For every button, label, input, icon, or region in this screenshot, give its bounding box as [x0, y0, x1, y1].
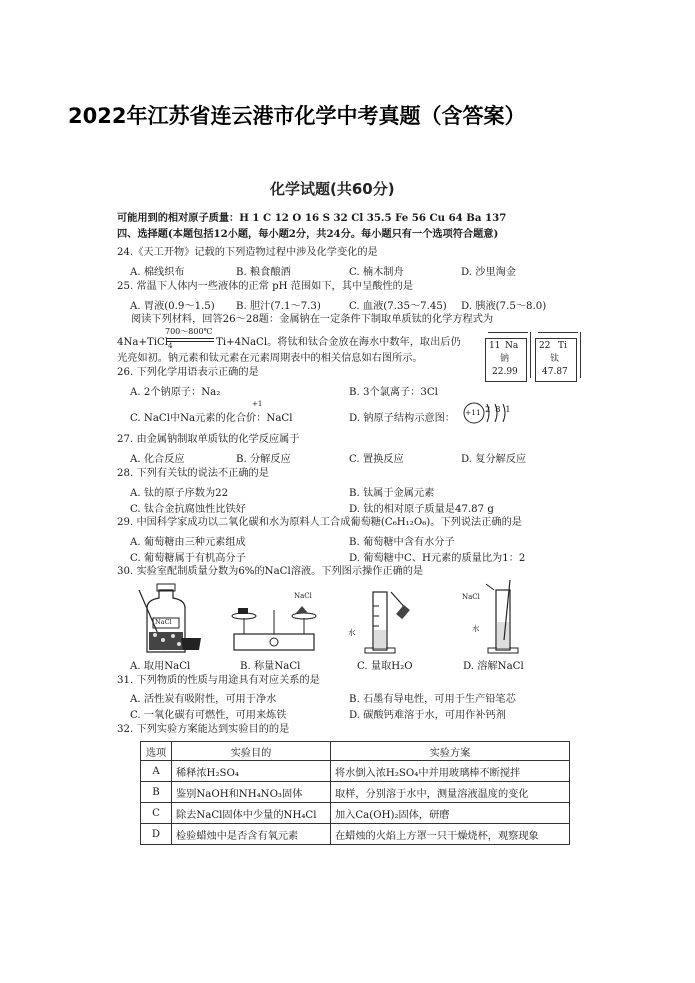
equation-arrow-2	[166, 341, 214, 342]
q30-option-b: B. 称量NaCl	[240, 661, 301, 672]
atom-shell-electrons: 2 8 1	[485, 405, 512, 415]
q24-option-a: A. 棉线织布	[130, 267, 185, 278]
equation-condition: 700～800℃	[165, 327, 213, 336]
document-title: 2022年江苏省连云港市化学中考真题（含答案）	[68, 104, 526, 128]
sodium-card-side	[525, 332, 531, 378]
figure-a-label: NaCl	[155, 618, 172, 626]
sodium-number: 11	[489, 341, 501, 351]
titanium-card-top	[538, 332, 578, 339]
titanium-symbol: Ti	[558, 341, 567, 351]
question-24: 24.《天工开物》记载的下列造物过程中涉及化学变化的是	[117, 247, 378, 258]
q27-option-b: B. 分解反应	[236, 454, 291, 465]
figure-b-label: NaCl	[294, 592, 312, 600]
table-row	[141, 782, 570, 803]
reading-intro: 阅读下列材料，回答26～28题：金属钠在一定条件下制取单质钛的化学方程式为	[131, 314, 494, 325]
experiment-plan-table	[140, 741, 570, 845]
sodium-symbol: Na	[505, 341, 519, 351]
figure-c-label: 水	[348, 628, 356, 637]
question-26: 26. 下列化学用语表示正确的是	[117, 367, 259, 378]
q27-option-c: C. 置换反应	[349, 454, 404, 465]
equation-continued: 光亮如初。钠元素和钛元素在元素周期表中的相关信息如右图所示。	[117, 353, 423, 364]
question-28: 28. 下列有关钛的说法不正确的是	[117, 468, 269, 479]
titanium-mass: 47.87	[542, 367, 568, 377]
row-plan: 加入Ca(OH)₂固体，研磨	[331, 803, 570, 824]
row-plan: 将水倒入浓H₂SO₄中并用玻璃棒不断搅拌	[331, 761, 570, 782]
question-31: 31. 下列物质的性质与用途具有对应关系的是	[117, 675, 320, 686]
q31-option-d: D. 碳酸钙难溶于水，可用作补钙剂	[349, 710, 506, 721]
q26-charge-mark: +1	[252, 400, 263, 408]
row-label: C	[141, 803, 172, 824]
q29-option-d: D. 葡萄糖中C、H元素的质量比为1：2	[349, 553, 526, 564]
equation-arrow	[166, 338, 214, 339]
atom-nucleus-label: +11	[465, 408, 481, 417]
atomic-mass-line: 可能用到的相对原子质量：H 1 C 12 O 16 S 32 Cl 35.5 Fe 56 Cu 64 Ba 137	[117, 212, 507, 224]
row-plan: 取样，分别溶于水中，测量溶液温度的变化	[331, 782, 570, 803]
question-29: 29. 中国科学家成功以二氧化碳和水为原料人工合成葡萄糖(C₆H₁₂O₆)。下列说法正确的是	[117, 517, 522, 528]
figure-c-measure-water	[355, 586, 411, 656]
figure-d-label-nacl: NaCl	[462, 593, 480, 601]
figure-d-label-water: 水	[472, 624, 480, 633]
row-purpose: 检验蜡烛中是否含有氧元素	[172, 824, 331, 845]
q28-option-c: C. 钛合金抗腐蚀性比铁好	[130, 504, 246, 515]
q28-option-b: B. 钛属于金属元素	[349, 488, 435, 499]
sodium-mass: 22.99	[492, 367, 518, 377]
q30-option-c: C. 量取H₂O	[357, 661, 413, 672]
q25-option-d: D. 胰液(7.5～8.0)	[461, 301, 547, 312]
q25-option-a: A. 胃液(0.9～1.5)	[130, 301, 215, 312]
titanium-name: 钛	[550, 354, 560, 364]
equation-right: Ti+4NaCl。将钛和钛合金放在海水中数年，取出后仍	[216, 337, 461, 348]
q24-option-c: C. 楠木制舟	[349, 267, 404, 278]
q26-option-a: A. 2个钠原子：Na₂	[130, 387, 221, 398]
q31-option-c: C. 一氧化碳有可燃性，可用来炼铁	[130, 710, 287, 721]
q26-option-b: B. 3个氯离子：3Cl	[349, 387, 438, 398]
q30-option-a: A. 取用NaCl	[130, 661, 191, 672]
question-32: 32. 下列实验方案能达到实验目的的是	[117, 724, 290, 735]
q29-option-b: B. 葡萄糖中含有水分子	[349, 537, 455, 548]
element-card-titanium	[535, 338, 577, 382]
row-label: A	[141, 761, 172, 782]
table-row	[141, 761, 570, 782]
figure-d-dissolve-nacl	[480, 578, 536, 656]
titanium-card-side	[575, 332, 581, 378]
q25-option-b: B. 胆汁(7.1～7.3)	[236, 301, 321, 312]
q27-option-a: A. 化合反应	[130, 454, 185, 465]
header-purpose: 实验目的	[172, 742, 331, 761]
q30-option-d: D. 溶解NaCl	[463, 661, 524, 672]
row-label: D	[141, 824, 172, 845]
titanium-number: 22	[539, 341, 551, 351]
q27-option-d: D. 复分解反应	[461, 454, 527, 465]
q31-option-b: B. 石墨有导电性，可用于生产铅笔芯	[349, 694, 516, 705]
q26-option-c: C. NaCl中Na元素的化合价：NaCl	[130, 413, 293, 424]
section-heading: 四、选择题(本题包括12小题，每小题2分，共24分。每小题只有一个选项符合题意)	[117, 228, 499, 240]
sodium-name: 钠	[500, 354, 510, 364]
header-plan: 实验方案	[331, 742, 570, 761]
q28-option-d: D. 钛的相对原子质量是47.87 g	[349, 504, 494, 515]
element-card-sodium	[485, 338, 527, 382]
q26-option-d: D. 钠原子结构示意图：	[349, 413, 455, 424]
row-label: B	[141, 782, 172, 803]
q24-option-d: D. 沙里淘金	[461, 267, 517, 278]
row-purpose: 稀释浓H₂SO₄	[172, 761, 331, 782]
table-row	[141, 824, 570, 845]
table-header-row	[141, 742, 570, 761]
q29-option-a: A. 葡萄糖由三种元素组成	[130, 537, 246, 548]
q31-option-a: A. 活性炭有吸附性，可用于净水	[130, 694, 277, 705]
q29-option-c: C. 葡萄糖属于有机高分子	[130, 553, 246, 564]
q25-option-c: C. 血液(7.35～7.45)	[349, 301, 447, 312]
row-purpose: 除去NaCl固体中少量的NH₄Cl	[172, 803, 331, 824]
question-25: 25. 常温下人体内一些液体的正常 pH 范围如下，其中呈酸性的是	[117, 281, 414, 292]
header-option: 选项	[141, 742, 172, 761]
q28-option-a: A. 钛的原子序数为22	[130, 488, 229, 499]
table-row	[141, 803, 570, 824]
sodium-card-top	[488, 332, 528, 339]
row-plan: 在蜡烛的火焰上方罩一只干燥烧杯，观察现象	[331, 824, 570, 845]
question-27: 27. 由金属钠制取单质钛的化学反应属于	[117, 434, 300, 445]
row-purpose: 鉴别NaOH和NH₄NO₃固体	[172, 782, 331, 803]
q24-option-b: B. 粮食酿酒	[236, 267, 291, 278]
question-30: 30. 实验室配制质量分数为6%的NaCl溶液。下列图示操作正确的是	[117, 566, 424, 577]
figure-b-weigh-nacl	[230, 598, 318, 654]
equation-left: 4Na+TiCl$_4$	[117, 337, 173, 351]
exam-subtitle: 化学试题(共60分)	[270, 180, 395, 198]
